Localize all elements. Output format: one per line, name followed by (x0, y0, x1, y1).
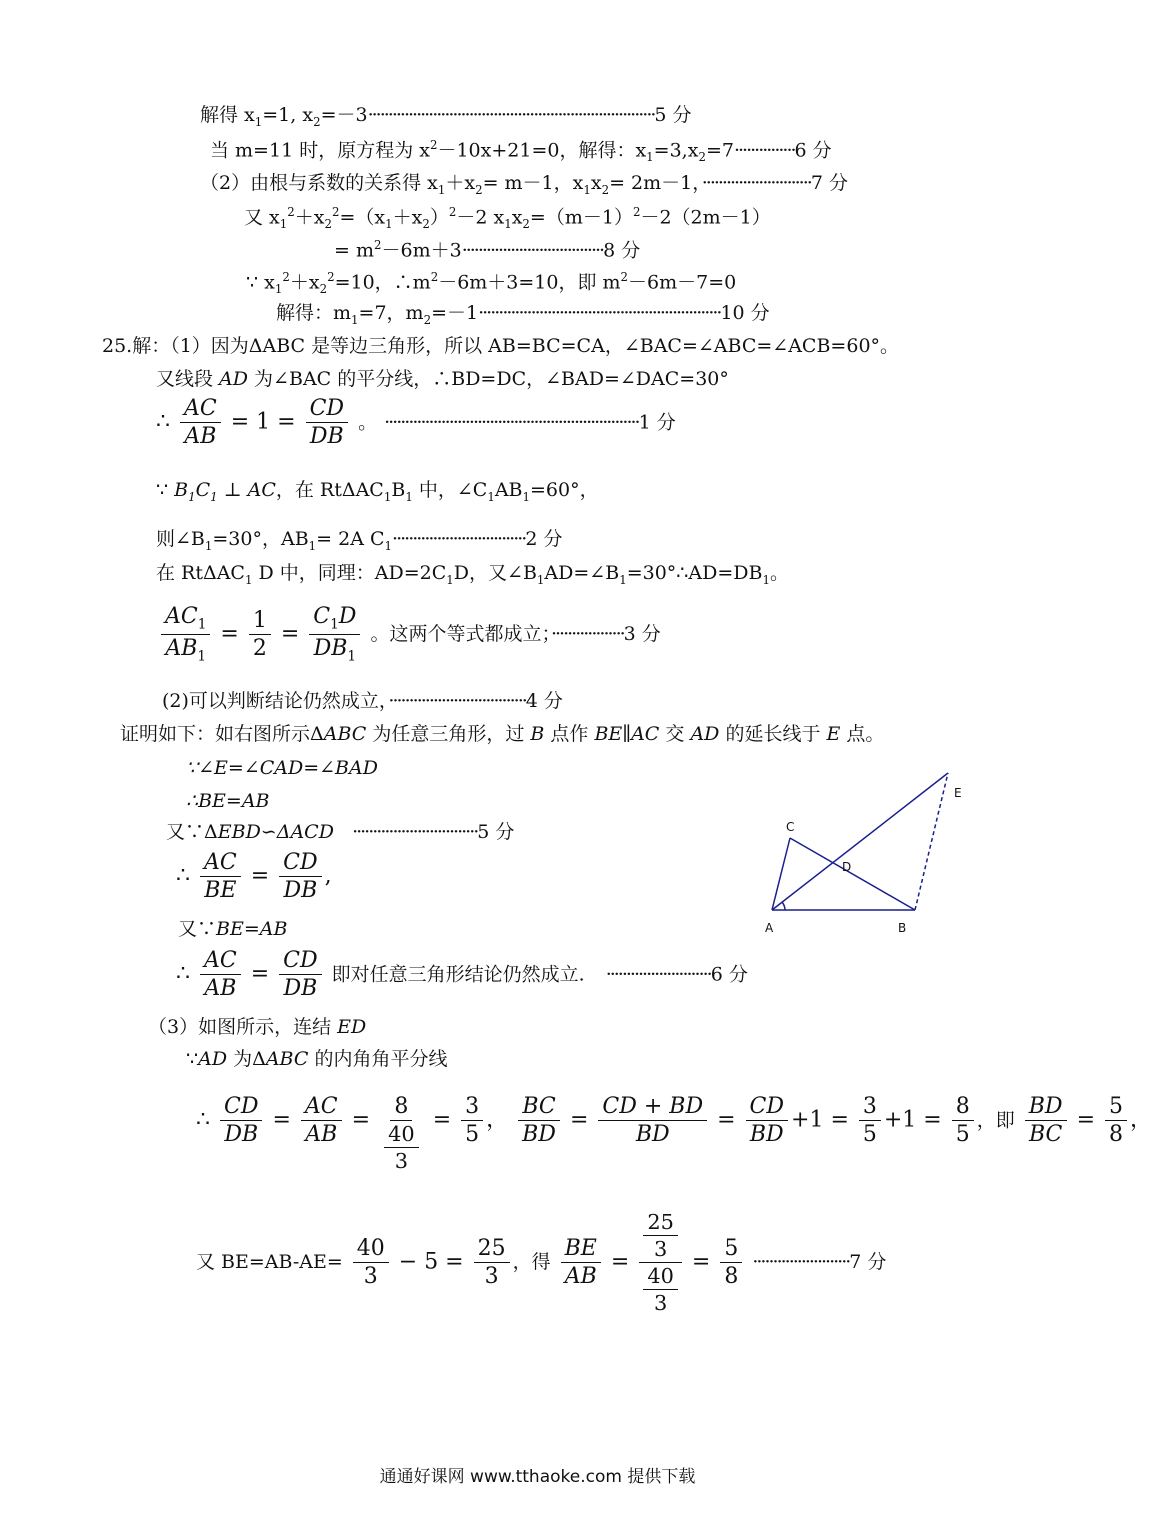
line-similar: 又∵ΔEBD∽ΔACD ·······························5 分 (166, 821, 515, 843)
line-part3: （3）如图所示，连结 ED (148, 1016, 367, 1038)
label-e: E (954, 786, 962, 800)
line-simplified: = $m^2-6m+3\cdot\cdot\cdot\cdot\cdot\cdot\cdot\cdot\cdot\cdot\cdot\cdot\cdot\cdot\cdot\cdot\cdot\cdot\cdot\cdot\cdot\cdot\cdot\cdot\cdot\cdot\cdot\cdot\cdot\cdot\cdot\cdot\cdot\cdot\cdot 8$ 分 (334, 238, 641, 262)
segment-ac (772, 838, 790, 910)
label-c: C (786, 820, 795, 834)
line-proof-intro: 证明如下：如右图所示ΔABC 为任意三角形，过 B 点作 BE∥AC 交 AD 的延长线于 E 点。 (120, 723, 885, 745)
line-computation-2: 又 BE=AB-AE= $\frac{40}{3}$ − 5 = $\frac{25}{3}$ ，得 $\frac{BE}{AB}$ = $\frac{\frac{25}{3}}{\frac{40}{3}}$ = $\frac{5}{8}$ ························7 分 (196, 1210, 887, 1316)
line-angle-equal: ∵∠E=∠CAD=∠BAD (186, 757, 378, 779)
line-bisector: 又线段 AD 为∠BAC 的平分线，∴BD=DC，∠BAD=∠DAC=30° (156, 368, 729, 390)
line-internal-bisector: ∵AD 为ΔABC 的内角角平分线 (186, 1048, 448, 1070)
label-d: D (842, 860, 852, 874)
line-vieta: （2）由根与系数的关系得 $x_1+x_2= m-1$，$x_1x_2= 2m-1$，···························7 分 (200, 172, 848, 197)
line-part2: (2)可以判断结论仍然成立，··································4 分 (162, 690, 563, 712)
line-m11-equation: 当 m=11 时，原方程为 $x^2-10x+21=0$，解得：$x_1=3,x_2=7\cdot\cdot\cdot\cdot\cdot\cdot\cdot\cdot\cdot\cdot\cdot\cdot\cdot\cdot\cdot 6$ 分 (210, 138, 832, 165)
footer-source: 通通好课网 www.tthaoke.com 提供下载 (379, 1467, 696, 1487)
segment-cb (790, 838, 915, 910)
line-problem-25: 25.解：（1）因为ΔABC 是等边三角形，所以 AB=BC=CA，∠BAC=∠ABC=∠ACB=60°。 (102, 335, 900, 357)
label-b: B (898, 921, 907, 935)
line-ratio-half: $\frac{AC_1}{AB_1}$ = $\frac{1}{2}$ = $\frac{C_1D}{DB_1}$ 。这两个等式都成立；··················3 分 (158, 604, 661, 665)
line-ratio-be: ∴ $\frac{AC}{BE}$ = $\frac{CD}{DB}$ , (176, 850, 332, 904)
label-a: A (765, 921, 774, 935)
line-because-be: 又∵BE=AB (178, 918, 288, 940)
line-square-sum: 又 $x_1^2+x_2^2=(x_1+x_2)^2-2$ $x_1x_2=(m-1)^2-2(2m-1)$ (244, 205, 771, 232)
segment-ae (772, 773, 948, 910)
line-ratio-general: ∴ $\frac{AC}{AB}$ = $\frac{CD}{DB}$ 即对任意三角形结论仍然成立. ··························6 分 (176, 948, 748, 1002)
line-computation-1: ∴ $\frac{CD}{DB}$ = $\frac{AC}{AB}$ = $\frac{8}{\frac{40}{3}}$ = $\frac{3}{5}$ ， $\frac{BC}{BD}$ = $\frac{CD + BD}{BD}$ = $\frac{CD}{BD}$ +1 = $\frac{3}{5}$ +1 = $\frac{8}{5}$ ，即 $\frac{BD}{BC}$ = $\frac{5}{8}$ ， (196, 1094, 1152, 1174)
angle-mark-a (782, 902, 785, 910)
line-be-ab: ∴BE=AB (186, 790, 270, 812)
line-b1-angle: 则$\angle B_1=30^\circ$，$AB_1= 2A$ $C_1\cdot\cdot\cdot\cdot\cdot\cdot\cdot\cdot\cdot\cdot\cdot\cdot\cdot\cdot\cdot\cdot\cdot\cdot\cdot\cdot\cdot\cdot\cdot\cdot\cdot\cdot\cdot\cdot\cdot\cdot\cdot\cdot\cdot 2$ 分 (156, 528, 563, 553)
line-m-solutions: 解得：$m_1=7$，$m_2=-1\cdot\cdot\cdot\cdot\cdot\cdot\cdot\cdot\cdot\cdot\cdot\cdot\cdot\cdot\cdot\cdot\cdot\cdot\cdot\cdot\cdot\cdot\cdot\cdot\cdot\cdot\cdot\cdot\cdot\cdot\cdot\cdot\cdot\cdot\cdot\cdot\cdot\cdot\cdot\cdot\cdot\cdot\cdot\cdot\cdot\cdot\cdot\cdot\cdot\cdot\cdot\cdot\cdot\cdot\cdot\cdot\cdot\cdot\cdot\cdot 10$ 分 (276, 302, 770, 327)
line-ratio-1: ∴ $\frac{AC}{AB}$ = 1 = $\frac{CD}{DB}$ 。 ·······························································1 分 (156, 396, 676, 450)
line-because-10: ∵ $x_1^2+x_2^2=10$，$\therefore m^2-6m+3=10$，即 $m^2-6m-7=0$ (246, 270, 737, 297)
line-solution-1: 解得 $x_1=1$, $x_2=-3\cdot\cdot\cdot\cdot\cdot\cdot\cdot\cdot\cdot\cdot\cdot\cdot\cdot\cdot\cdot\cdot\cdot\cdot\cdot\cdot\cdot\cdot\cdot\cdot\cdot\cdot\cdot\cdot\cdot\cdot\cdot\cdot\cdot\cdot\cdot\cdot\cdot\cdot\cdot\cdot\cdot\cdot\cdot\cdot\cdot\cdot\cdot\cdot\cdot\cdot\cdot\cdot\cdot\cdot\cdot\cdot\cdot\cdot\cdot\cdot\cdot\cdot\cdot\cdot\cdot\cdot\cdot\cdot\cdot\cdot\cdot 5$ 分 (200, 104, 692, 129)
line-perpendicular: ∵ $B_1C_1$ ⊥ AC，在 $Rt\Delta AC_1B_1$ 中，$\angle C_1AB_1=60^\circ$， (156, 479, 599, 504)
line-ac1d: 在 RtΔAC$_1$ D 中，同理：$AD=2C_1D$，又$\angle B_1AD=\angle B_1=30^\circ\therefore AD=DB_1$。 (156, 562, 789, 587)
triangle-figure (755, 765, 985, 945)
segment-be-dashed (915, 773, 948, 910)
